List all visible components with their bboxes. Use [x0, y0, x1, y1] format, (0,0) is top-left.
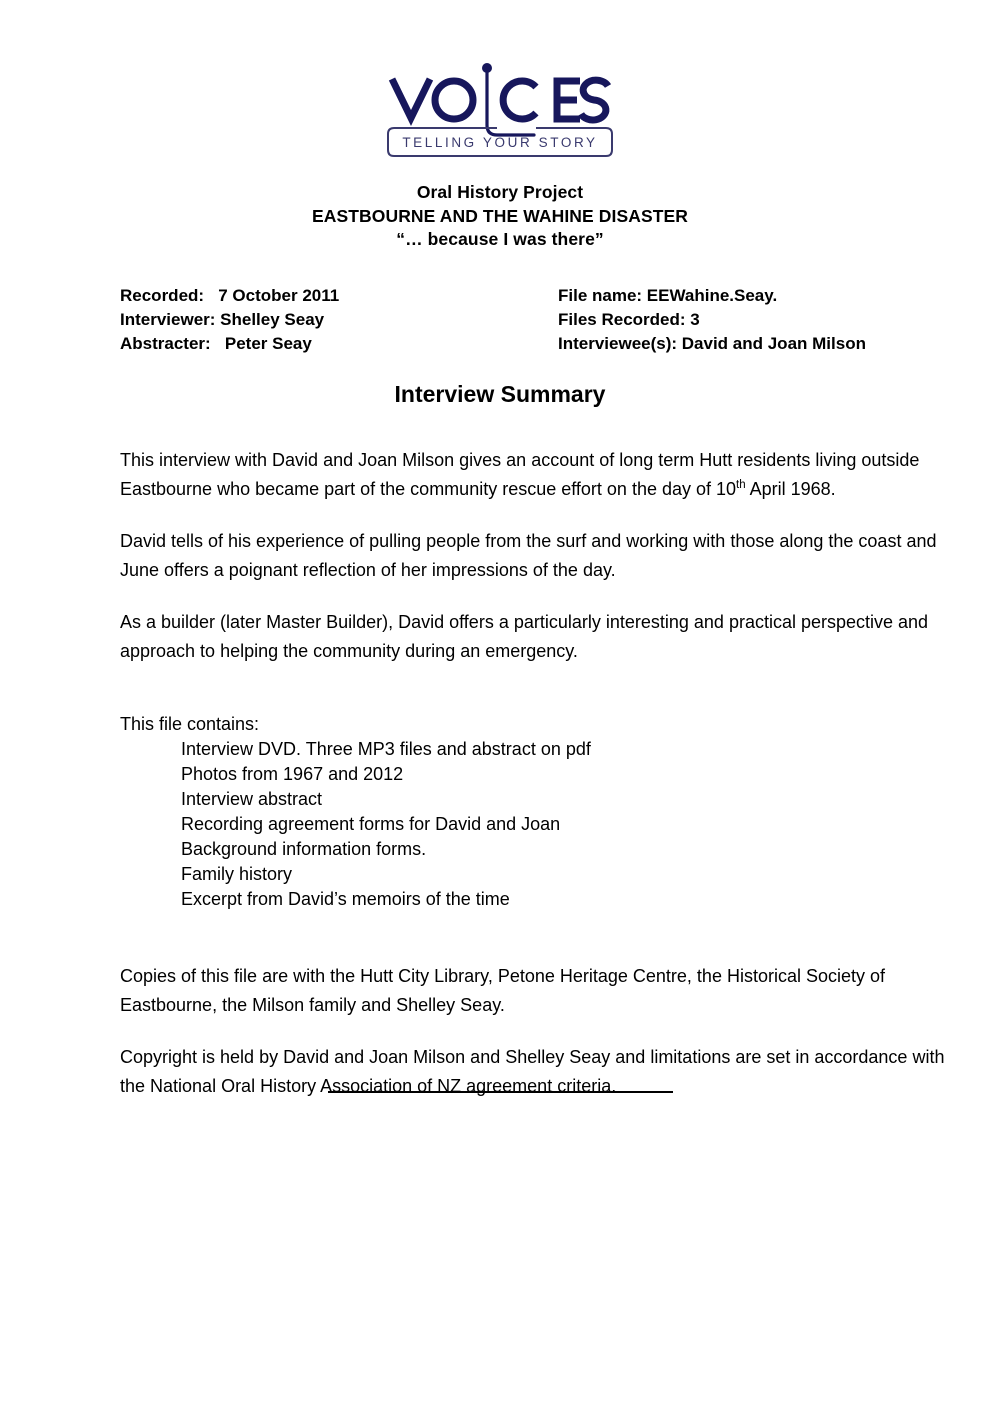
document-footer-text — [120, 962, 948, 1100]
document-title-block — [0, 181, 1000, 252]
interviewees: Interviewee(s): David and Joan Milson — [558, 334, 866, 353]
voices-logo — [0, 62, 1000, 167]
divider-rule — [328, 1091, 673, 1093]
summary-paragraph-1 — [120, 446, 948, 503]
list-item: Recording agreement forms for David and Joan — [181, 814, 561, 834]
meta-row — [120, 308, 950, 332]
list-item: Photos from 1967 and 2012 — [181, 764, 404, 784]
list-item: Excerpt from David’s memoirs of the time — [181, 889, 510, 909]
logo-graphic — [384, 62, 616, 162]
summary-paragraph-3: As a builder (later Master Builder), David offers a particularly interesting and practical perspective and approach to helping the community during an emergency. — [120, 612, 929, 661]
title-line-project: Oral History Project — [416, 182, 584, 202]
copies-paragraph: Copies of this file are with the Hutt City Library, Petone Heritage Centre, the Historical Society of Eastbourne, the Milson family and Shelley Seay. — [120, 966, 886, 1015]
recording-metadata — [120, 284, 950, 356]
files-recorded: Files Recorded: 3 — [558, 310, 700, 329]
list-item: Interview abstract — [181, 789, 323, 809]
title-line-quote: “… because I was there” — [396, 229, 604, 249]
list-item: Interview DVD. Three MP3 files and abstract on pdf — [181, 739, 591, 759]
summary-paragraph-1-after: April 1968. — [745, 478, 836, 499]
file-contents-section — [120, 712, 948, 912]
file-contents-label: This file contains: — [120, 714, 260, 734]
document-body — [120, 446, 948, 1100]
footer-divider — [0, 1083, 1000, 1101]
file-contents-list — [120, 737, 948, 912]
summary-paragraph-1-before: This interview with David and Joan Milson gives an account of long term Hutt residents living outside Eastbourne who became part of the community rescue effort on the day of 10 — [120, 450, 920, 499]
voices-logo-icon — [384, 62, 616, 162]
recorded-date: Recorded: 7 October 2011 — [120, 286, 340, 305]
logo-tagline-text: TELLING YOUR STORY — [402, 135, 598, 150]
meta-row — [120, 284, 950, 308]
summary-paragraph-2: David tells of his experience of pulling people from the surf and working with those along the coast and June offers a poignant reflection of her impressions of the day. — [120, 531, 937, 580]
ordinal-suffix: th — [736, 478, 746, 491]
abstracter: Abstracter: Peter Seay — [120, 334, 312, 353]
title-line-subject: EASTBOURNE AND THE WAHINE DISASTER — [311, 205, 689, 226]
list-item: Background information forms. — [181, 839, 427, 859]
list-item: Family history — [181, 864, 293, 884]
copyright-paragraph: Copyright is held by David and Joan Milson and Shelley Seay and limitations are set in accordance with the National Oral History Association of NZ agreement criteria. — [120, 1047, 945, 1096]
meta-row — [120, 332, 950, 356]
interviewer: Interviewer: Shelley Seay — [120, 310, 325, 329]
file-name: File name: EEWahine.Seay. — [558, 286, 778, 305]
page-title: Interview Summary — [394, 381, 606, 407]
